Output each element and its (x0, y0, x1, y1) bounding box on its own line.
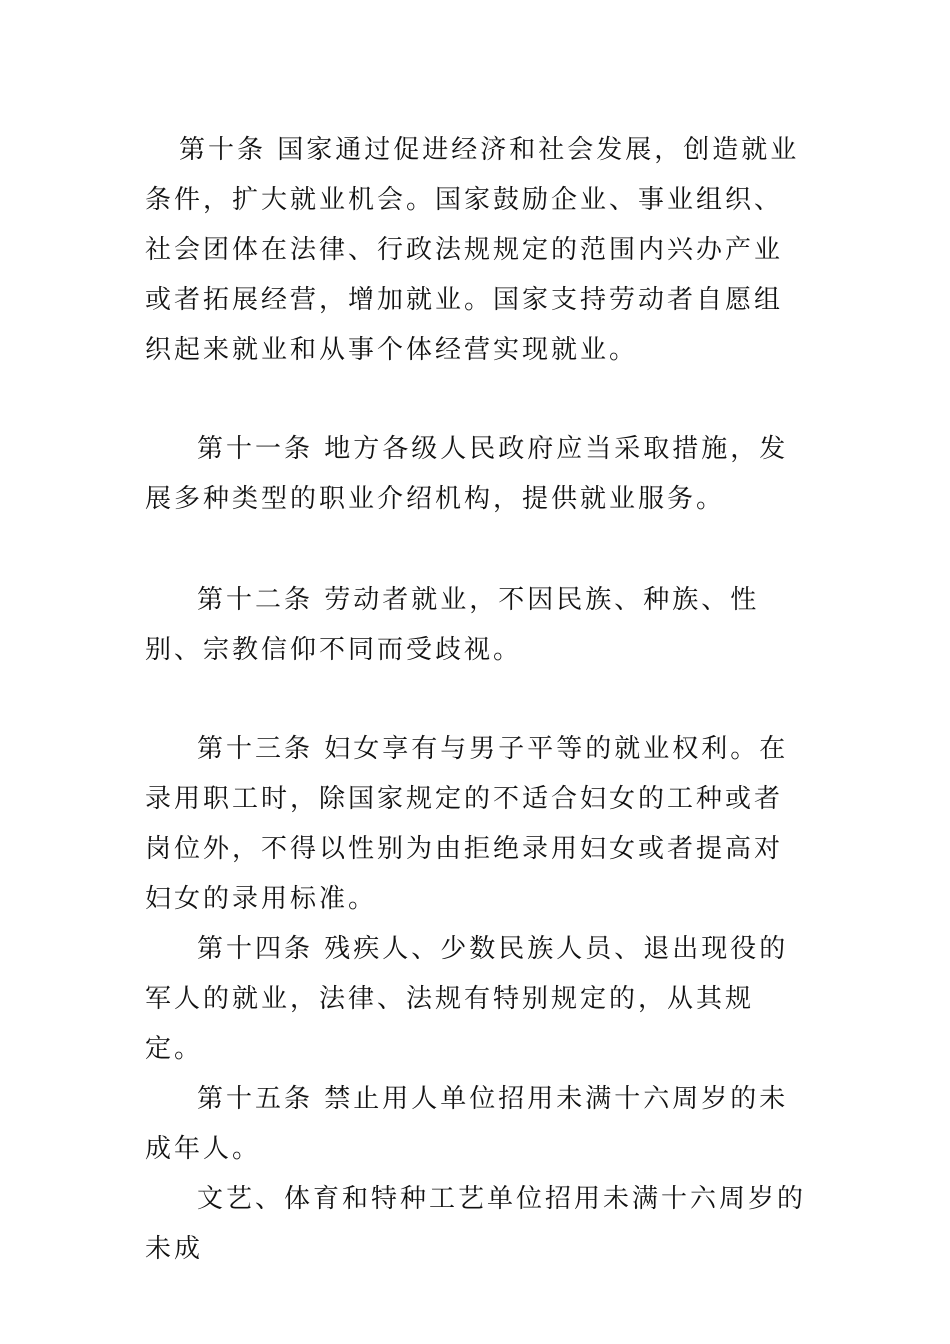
article-15-continuation-paragraph: 文艺、体育和特种工艺单位招用未满十六周岁的未成 (145, 1184, 807, 1264)
article-13-paragraph: 第十三条 妇女享有与男子平等的就业权利。在录用职工时，除国家规定的不适合妇女的工种或者岗位外，不得以性别为由拒绝录用妇女或者提高对妇女的录用标准。 (145, 734, 789, 914)
article-10-paragraph: 第十条 国家通过促进经济和社会发展，创造就业条件，扩大就业机会。国家鼓励企业、事业组织、社会团体在法律、行政法规规定的范围内兴办产业或者拓展经营，增加就业。国家支持劳动者自愿组织起来就业和从事个体经营实现就业。 (145, 135, 800, 365)
article-15-paragraph: 第十五条 禁止用人单位招用未满十六周岁的未成年人。 (145, 1084, 789, 1164)
article-14-paragraph: 第十四条 残疾人、少数民族人员、退出现役的军人的就业，法律、法规有特别规定的，从其规定。 (145, 934, 789, 1064)
article-12-paragraph: 第十二条 劳动者就业，不因民族、种族、性别、宗教信仰不同而受歧视。 (145, 585, 760, 665)
article-11-paragraph: 第十一条 地方各级人民政府应当采取措施，发展多种类型的职业介绍机构，提供就业服务。 (145, 434, 789, 514)
